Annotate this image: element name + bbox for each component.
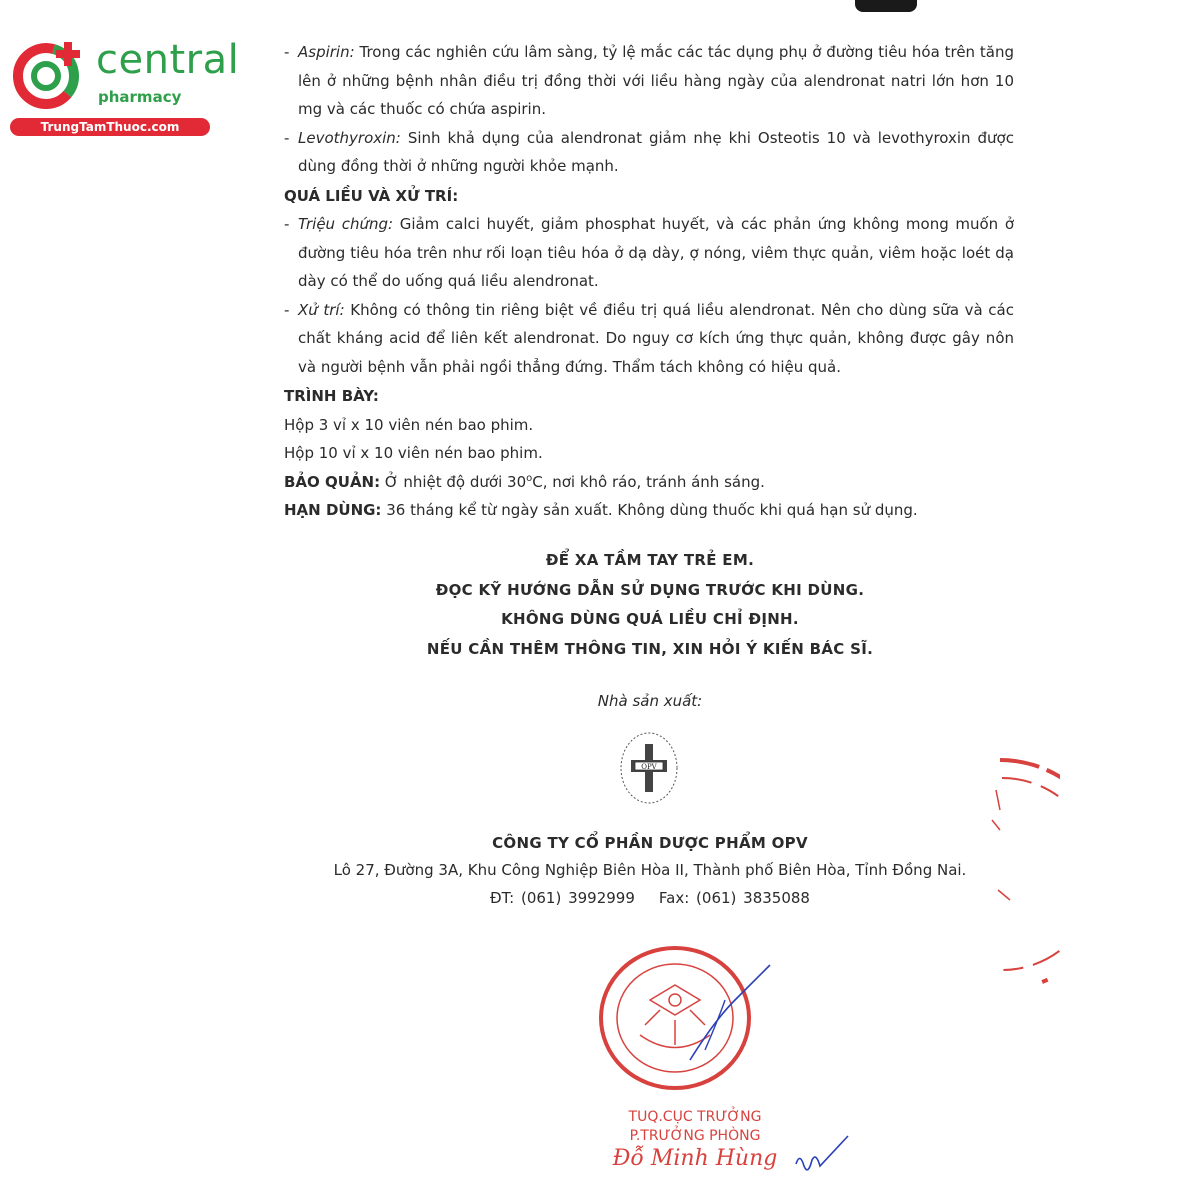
company-phone: ĐT: (061) 3992999 bbox=[490, 889, 635, 907]
manufacturer-label: Nhà sản xuất: bbox=[597, 692, 703, 710]
presentation-line: Hộp 3 vỉ x 10 viên nén bao phim. bbox=[284, 415, 534, 434]
interaction-levothyroxin: - Levothyroxin: Sinh khả dụng của alendronat giảm nhẹ khi Osteotis 10 và levothyroxin được dùng đồng thời ở những người khỏe mạnh. bbox=[284, 128, 1014, 175]
interaction-label: Levothyroxin: bbox=[298, 128, 401, 147]
partial-red-stamp bbox=[940, 750, 1060, 1004]
approval-line: P.TRƯỞNG PHÒNG bbox=[629, 1128, 761, 1144]
warning-line: ĐỌC KỸ HƯỚNG DẪN SỬ DỤNG TRƯỚC KHI DÙNG. bbox=[435, 580, 865, 599]
interaction-aspirin: - Aspirin: Trong các nghiên cứu lâm sàng, tỷ lệ mắc các tác dụng phụ ở đường tiêu hóa trên tăng lên ở những bệnh nhân điều trị đồng thời với liều hàng ngày của alendronat natri lớn hơn 10 mg và các thuốc có chứa aspirin. bbox=[284, 43, 1014, 118]
overdose-label: Triệu chứng: bbox=[298, 215, 394, 233]
overdose-symptoms: - Triệu chứng: Giảm calci huyết, giảm phosphat huyết, và các phản ứng không mong muốn ở đường tiêu hóa trên như rối loạn tiêu hóa ở dạ dày, ợ nóng, viêm thực quản, viêm hoặc loét dạ dày có thể do uống quá liều alendronat. bbox=[284, 215, 1014, 290]
opv-logo-text: OPV bbox=[641, 763, 657, 771]
overdose-label: Xử trí: bbox=[298, 300, 345, 319]
ink-signature-icon bbox=[792, 1132, 852, 1182]
expiry-label: HẠN DÙNG: bbox=[284, 501, 382, 519]
opv-logo bbox=[617, 730, 681, 810]
presentation-heading: TRÌNH BÀY: bbox=[284, 387, 379, 405]
approval-signature bbox=[560, 1108, 830, 1171]
presentation-line: Hộp 10 vỉ x 10 viên nén bao phim. bbox=[284, 444, 543, 462]
company-address: Lô 27, Đường 3A, Khu Công Nghiệp Biên Hòa II, Thành phố Biên Hòa, Tỉnh Đồng Nai. bbox=[333, 861, 967, 879]
storage-line bbox=[284, 468, 1014, 497]
warning-line: ĐỂ XA TẦM TAY TRẺ EM. bbox=[545, 551, 755, 569]
central-pharmacy-logo[interactable] bbox=[10, 37, 240, 138]
storage-label: BẢO QUẢN: bbox=[284, 472, 381, 491]
overdose-text: Giảm calci huyết, giảm phosphat huyết, và các phản ứng không mong muốn ở đường tiêu hóa trên như rối loạn tiêu hóa ở dạ dày, ợ nóng, viêm thực quản, viêm hoặc loét dạ dày có thể do uống quá liều alendronat. bbox=[298, 215, 1014, 290]
logo-subtitle: pharmacy bbox=[98, 88, 182, 106]
company-name: CÔNG TY CỔ PHẦN DƯỢC PHẨM OPV bbox=[492, 834, 808, 852]
degree-sup: o bbox=[526, 472, 533, 484]
storage-text-after: C, nơi khô ráo, tránh ánh sáng. bbox=[532, 472, 765, 491]
warning-line: KHÔNG DÙNG QUÁ LIỀU CHỈ ĐỊNH. bbox=[501, 610, 799, 628]
company-fax: Fax: (061) 3835088 bbox=[658, 889, 810, 907]
overdose-text: Không có thông tin riêng biệt về điều trị quá liều alendronat. Nên cho dùng sữa và các chất kháng acid để liên kết alendronat. Do nguy cơ kích ứng thực quản, không được gây nôn và người bệnh vẫn phải ngồi thẳng đứng. Thẩm tách không có hiệu quả. bbox=[298, 300, 1014, 376]
company-contact bbox=[400, 889, 900, 907]
expiry-line bbox=[284, 496, 1014, 525]
approval-line: TUQ.CỤC TRƯỞNG bbox=[628, 1109, 762, 1125]
approval-stamp bbox=[595, 940, 775, 1104]
warning-line: NẾU CẦN THÊM THÔNG TIN, XIN HỎI Ý KIẾN BÁC SĨ. bbox=[426, 639, 874, 658]
overdose-treatment: - Xử trí: Không có thông tin riêng biệt về điều trị quá liều alendronat. Nên cho dùng sữa và các chất kháng acid để liên kết alendronat. Do nguy cơ kích ứng thực quản, không được gây nôn và người bệnh vẫn phải ngồi thẳng đứng. Thẩm tách không có hiệu quả. bbox=[284, 300, 1014, 376]
overdose-heading: QUÁ LIỀU VÀ XỬ TRÍ: bbox=[284, 186, 459, 205]
top-edge-mark bbox=[855, 0, 917, 12]
expiry-text: 36 tháng kể từ ngày sản xuất. Không dùng thuốc khi quá hạn sử dụng. bbox=[386, 501, 918, 519]
pharmacy-cross-icon bbox=[10, 38, 94, 118]
signer-name: Đỗ Minh Hùng bbox=[612, 1146, 778, 1171]
warning-block bbox=[300, 546, 1000, 664]
interaction-label: Aspirin: bbox=[298, 43, 355, 61]
interaction-text: Trong các nghiên cứu lâm sàng, tỷ lệ mắc các tác dụng phụ ở đường tiêu hóa trên tăng lên ở những bệnh nhân điều trị đồng thời với liều hàng ngày của alendronat natri lớn hơn 10 mg và các thuốc có chứa aspirin. bbox=[298, 43, 1014, 118]
leaflet-body bbox=[284, 38, 1014, 525]
storage-text-before: Ở nhiệt độ dưới 30 bbox=[384, 472, 527, 491]
logo-brand: central bbox=[96, 37, 240, 83]
interaction-text: Sinh khả dụng của alendronat giảm nhẹ khi Osteotis 10 và levothyroxin được dùng đồng thời ở những người khỏe mạnh. bbox=[298, 128, 1014, 175]
logo-website[interactable]: TrungTamThuoc.com bbox=[10, 118, 210, 136]
